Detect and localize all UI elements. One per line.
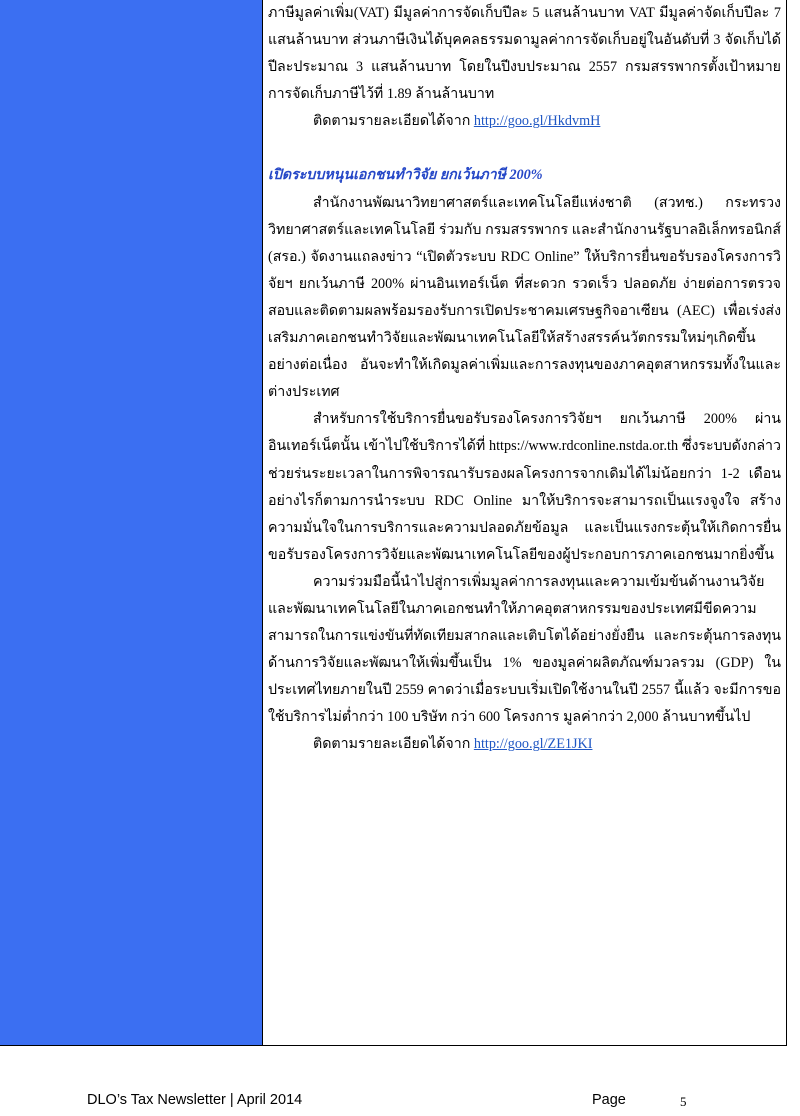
article2-more bbox=[268, 731, 781, 758]
article2-more-link[interactable]: http://goo.gl/ZE1JKI bbox=[473, 736, 593, 753]
column-divider bbox=[262, 0, 263, 1045]
footer-title: DLO’s Tax Newsletter | April 2014 bbox=[87, 1092, 303, 1108]
article2-more-label: ติดตามรายละเอียดได้จาก bbox=[313, 736, 471, 753]
footer-page-number: 5 bbox=[680, 1094, 687, 1109]
footer-page-label: Page bbox=[592, 1092, 626, 1108]
article-content bbox=[268, 0, 781, 759]
article2-para1: สำนักงานพัฒนาวิทยาศาสตร์และเทคโนโลยีแห่งชาติ (สวทช.) กระทรวงวิทยาศาสตร์และเทคโนโลยี ร่วมกับ กรมสรรพากร และสำนักงานรัฐบาลอิเล็กทรอนิกส์ (สรอ.) จัดงานแถลงข่าว “เปิดตัวระบบ RDC Online” ให้บริการยื่นขอรับรองโครงการวิจัยฯ ยกเว้นภาษี 200% ผ่านอินเทอร์เน็ต ที่สะดวก รวดเร็ว ปลอดภัย ง่ายต่อการตรวจสอบและติดตามผลพร้อมรองรับการเปิดประชาคมเศรษฐกิจอาเซียน (AEC) เพื่อเร่งส่งเสริมภาคเอกชนทำวิจัยและพัฒนาเทคโนโลยีให้สร้างสรรค์นวัตกรรมใหม่ๆเกิดขึ้นอย่างต่อเนื่อง อันจะทำให้เกิดมูลค่าเพิ่มและการลงทุนของภาคอุตสาหกรรมทั้งในและต่างประเทศ bbox=[268, 194, 781, 401]
article2-para3: ความร่วมมือนี้นำไปสู่การเพิ่มมูลค่าการลงทุนและความเข้มข้นด้านงานวิจัยและพัฒนาเทคโนโลยีในภาคเอกชนทำให้ภาคอุตสาหกรรมของประเทศมีขีดความสามารถในการแข่งขันที่ทัดเทียมสากลและเติบโตได้อย่างยั่งยืน และกระตุ้นการลงทุนด้านการวิจัยและพัฒนาให้เพิ่มขึ้นเป็น 1% ของมูลค่าผลิตภัณฑ์มวลรวม (GDP) ในประเทศไทยภายในปี 2559 คาดว่าเมื่อระบบเริ่มเปิดใช้งานในปี 2557 นี้แล้ว จะมีการขอใช้บริการไม่ต่ำกว่า 100 บริษัท กว่า 600 โครงการ มูลค่ากว่า 2,000 ล้านบาทขึ้นไป bbox=[268, 573, 781, 726]
article1-more bbox=[268, 108, 781, 135]
sidebar-color-block bbox=[0, 0, 262, 1045]
article1-tail: ภาษีมูลค่าเพิ่ม(VAT) มีมูลค่าการจัดเก็บปีละ 5 แสนล้านบาท VAT มีมูลค่าจัดเก็บปีละ 7 แสนล้านบาท ส่วนภาษีเงินได้บุคคลธรรมดามูลค่าการจัดเก็บอยู่ในอันดับที่ 3 จัดเก็บได้ปีละประมาณ 3 แสนล้านบาท โดยในปีงบประมาณ 2557 กรมสรรพากรตั้งเป้าหมายการจัดเก็บภาษีไว้ที่ 1.89 ล้านล้านบาท bbox=[268, 5, 781, 103]
article2-heading: เปิดระบบหนุนเอกชนทำวิจัย ยกเว้นภาษี 200% bbox=[268, 167, 543, 184]
article1-more-link[interactable]: http://goo.gl/HkdvmH bbox=[473, 113, 601, 130]
article2-para2: สำหรับการใช้บริการยื่นขอรับรองโครงการวิจัยฯ ยกเว้นภาษี 200% ผ่านอินเทอร์เน็ตนั้น เข้าไปใช้บริการได้ที่ https://www.rdconline.nstda.or.th ซึ่งระบบดังกล่าวช่วยร่นระยะเวลาในการพิจารณารับรองผลโครงการจากเดิมได้ไม่น้อยกว่า 1-2 เดือน อย่างไรก็ตามการนำระบบ RDC Online มาให้บริการจะสามารถเป็นแรงจูงใจ สร้างความมั่นใจในการบริการและความปลอดภัยข้อมูล และเป็นแรงกระตุ้นให้เกิดการยื่นขอรับรองโครงการวิจัยและพัฒนาเทคโนโลยีของผู้ประกอบการภาคเอกชนมากยิ่งขึ้น bbox=[268, 411, 781, 563]
article1-more-label: ติดตามรายละเอียดได้จาก bbox=[313, 113, 471, 130]
